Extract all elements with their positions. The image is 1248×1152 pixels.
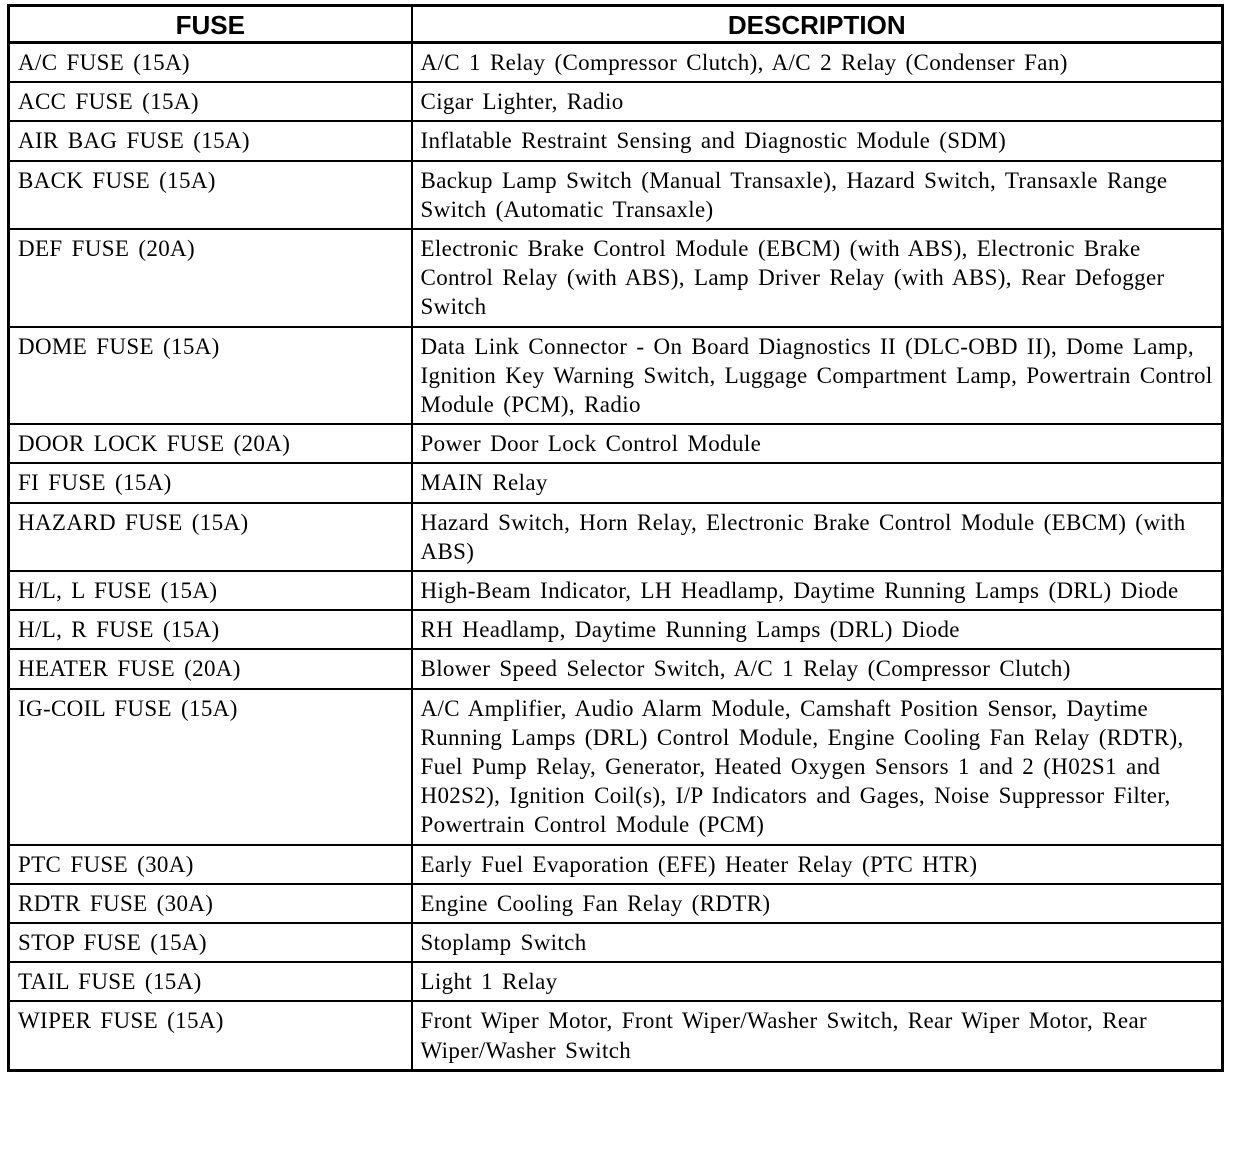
description-cell: Engine Cooling Fan Relay (RDTR) <box>412 884 1223 923</box>
fuse-cell: H/L, L FUSE (15A) <box>9 571 412 610</box>
table-row <box>9 121 1223 160</box>
fuse-cell: WIPER FUSE (15A) <box>9 1001 412 1070</box>
description-cell: Front Wiper Motor, Front Wiper/Washer Switch, Rear Wiper Motor, Rear Wiper/Washer Switch <box>412 1001 1223 1070</box>
fuse-cell: DOOR LOCK FUSE (20A) <box>9 424 412 463</box>
description-cell: A/C 1 Relay (Compressor Clutch), A/C 2 Relay (Condenser Fan) <box>412 43 1223 83</box>
description-cell: Electronic Brake Control Module (EBCM) (with ABS), Electronic Brake Control Relay (with ABS), Lamp Driver Relay (with ABS), Rear Defogger Switch <box>412 229 1223 327</box>
table-row <box>9 649 1223 688</box>
table-body <box>9 43 1223 1071</box>
description-cell: Power Door Lock Control Module <box>412 424 1223 463</box>
fuse-cell: ACC FUSE (15A) <box>9 82 412 121</box>
table-row <box>9 82 1223 121</box>
fuse-cell: A/C FUSE (15A) <box>9 43 412 83</box>
table-header <box>9 6 1223 43</box>
fuse-cell: PTC FUSE (30A) <box>9 845 412 884</box>
table-row <box>9 327 1223 425</box>
fuse-cell: BACK FUSE (15A) <box>9 161 412 229</box>
fuse-cell: AIR BAG FUSE (15A) <box>9 121 412 160</box>
table-row <box>9 923 1223 962</box>
table-row <box>9 962 1223 1001</box>
fuse-cell: IG-COIL FUSE (15A) <box>9 689 412 845</box>
header-fuse: FUSE <box>9 6 412 43</box>
description-cell: High-Beam Indicator, LH Headlamp, Daytime Running Lamps (DRL) Diode <box>412 571 1223 610</box>
description-cell: Backup Lamp Switch (Manual Transaxle), Hazard Switch, Transaxle Range Switch (Automatic Transaxle) <box>412 161 1223 229</box>
table-row <box>9 610 1223 649</box>
fuse-cell: STOP FUSE (15A) <box>9 923 412 962</box>
table-row <box>9 43 1223 83</box>
fuse-cell: DOME FUSE (15A) <box>9 327 412 425</box>
description-cell: Hazard Switch, Horn Relay, Electronic Brake Control Module (EBCM) (with ABS) <box>412 503 1223 571</box>
description-cell: RH Headlamp, Daytime Running Lamps (DRL) Diode <box>412 610 1223 649</box>
fuse-cell: H/L, R FUSE (15A) <box>9 610 412 649</box>
header-row <box>9 6 1223 43</box>
table-row <box>9 884 1223 923</box>
description-cell: Early Fuel Evaporation (EFE) Heater Relay (PTC HTR) <box>412 845 1223 884</box>
fuse-cell: HEATER FUSE (20A) <box>9 649 412 688</box>
description-cell: A/C Amplifier, Audio Alarm Module, Camshaft Position Sensor, Daytime Running Lamps (DRL) Control Module, Engine Cooling Fan Relay (RDTR), Fuel Pump Relay, Generator, Heated Oxygen Sensors 1 and 2 (H02S1 and H02S2), Ignition Coil(s), I/P Indicators and Gages, Noise Suppressor Filter, Powertrain Control Module (PCM) <box>412 689 1223 845</box>
fuse-cell: RDTR FUSE (30A) <box>9 884 412 923</box>
fuse-cell: HAZARD FUSE (15A) <box>9 503 412 571</box>
table-row <box>9 229 1223 327</box>
description-cell: Stoplamp Switch <box>412 923 1223 962</box>
fuse-cell: FI FUSE (15A) <box>9 463 412 502</box>
table-row <box>9 689 1223 845</box>
table-row <box>9 845 1223 884</box>
table-row <box>9 503 1223 571</box>
fuse-cell: TAIL FUSE (15A) <box>9 962 412 1001</box>
table-row <box>9 161 1223 229</box>
table-row <box>9 1001 1223 1070</box>
description-cell: Inflatable Restraint Sensing and Diagnostic Module (SDM) <box>412 121 1223 160</box>
description-cell: MAIN Relay <box>412 463 1223 502</box>
table-row <box>9 463 1223 502</box>
table-row <box>9 424 1223 463</box>
description-cell: Blower Speed Selector Switch, A/C 1 Relay (Compressor Clutch) <box>412 649 1223 688</box>
fuse-table <box>7 4 1224 1072</box>
description-cell: Light 1 Relay <box>412 962 1223 1001</box>
description-cell: Cigar Lighter, Radio <box>412 82 1223 121</box>
table-row <box>9 571 1223 610</box>
fuse-cell: DEF FUSE (20A) <box>9 229 412 327</box>
description-cell: Data Link Connector - On Board Diagnostics II (DLC-OBD II), Dome Lamp, Ignition Key Warning Switch, Luggage Compartment Lamp, Powertrain Control Module (PCM), Radio <box>412 327 1223 425</box>
header-description: DESCRIPTION <box>412 6 1223 43</box>
